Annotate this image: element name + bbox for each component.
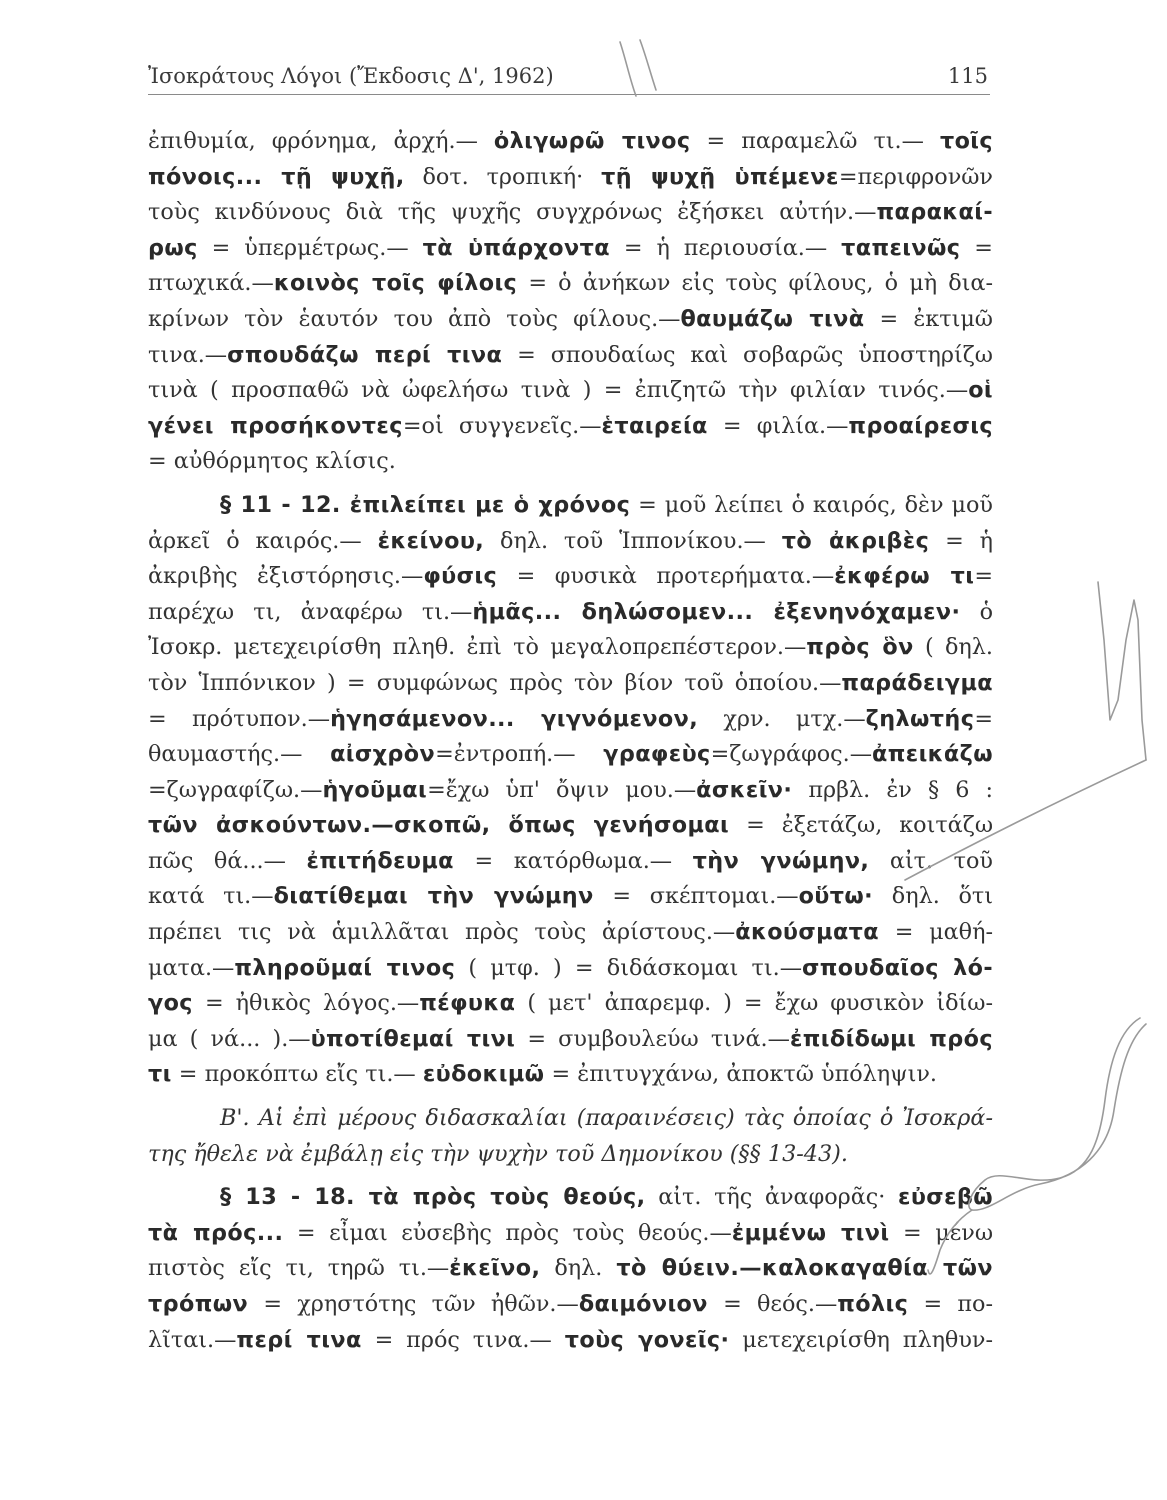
- gloss-text: =: [974, 705, 993, 732]
- gloss-text: ἀρκεῖ ὁ καιρός.—: [148, 527, 378, 554]
- gloss-text: = πρότυπον.—: [148, 705, 331, 732]
- bold-term: ἀπεικάζω: [872, 741, 993, 768]
- gloss-text: ἐπιθυμία, φρόνημα, ἀρχή.—: [148, 128, 494, 154]
- text-line: [148, 302, 993, 338]
- text-line: [148, 444, 993, 480]
- text-line: [148, 1180, 993, 1216]
- gloss-text: πῶς θά...—: [148, 847, 307, 874]
- gloss-text: μετεχειρίσθη πληθυν-: [729, 1326, 993, 1353]
- text-line: [148, 195, 993, 231]
- text-line: [148, 951, 993, 987]
- text-line: [148, 1137, 993, 1173]
- text-line: [148, 559, 993, 595]
- bold-term: φύσις: [423, 563, 498, 590]
- bold-term: πληροῦμαί τινος: [234, 954, 456, 981]
- bold-term: σπουδαῖος λό-: [802, 954, 993, 981]
- text-line: [148, 338, 993, 374]
- bold-term: εὐσεβῶ: [898, 1184, 994, 1211]
- bold-term: τοὺς γονεῖς·: [564, 1326, 730, 1353]
- bold-term: ἐκεῖνο,: [449, 1255, 541, 1282]
- bold-term: ζηλωτής: [865, 705, 975, 732]
- gloss-text: τινὰ ( προσπαθῶ νὰ ὠφελήσω τινὰ ) = ἐπιζητῶ τὴν φιλίαν τινός.—: [148, 377, 969, 404]
- text-line: [148, 160, 993, 196]
- bold-term: τὸ ἀκριβὲς: [781, 527, 930, 554]
- pencil-hook-stroke: [1098, 582, 1146, 760]
- gloss-text: = προκόπτω εἴς τι.—: [171, 1061, 423, 1088]
- text-line: [148, 879, 993, 915]
- gloss-text: = εἶμαι εὐσεβὴς πρὸς τοὺς θεούς.—: [283, 1219, 732, 1246]
- gloss-text: =ἔχω ὑπ' ὄψιν μου.—: [427, 776, 697, 803]
- gloss-text: τοὺς κινδύνους διὰ τῆς ψυχῆς συγχρόνως ἐξήσκει αὐτήν.—: [148, 199, 877, 226]
- gloss-text: κατά τι.—: [148, 883, 274, 910]
- gloss-text: =ζωγραφίζω.—: [148, 776, 323, 803]
- gloss-text: = συμβουλεύω τινά.—: [515, 1025, 790, 1052]
- bold-term: δαιμόνιον: [578, 1291, 708, 1317]
- bold-term: πόλις: [837, 1291, 909, 1317]
- gloss-text: ( δηλ.: [913, 634, 993, 661]
- gloss-text: = μοῦ λείπει ὁ καιρός, δὲν μοῦ: [630, 491, 993, 518]
- bold-term: τι: [148, 1061, 172, 1088]
- gloss-text: ( μτφ. ) = διδάσκομαι τι.—: [455, 954, 802, 981]
- gloss-text: = μαθή-: [879, 919, 993, 946]
- gloss-text: αἰτ. τῆς ἀναφορᾶς·: [645, 1184, 899, 1211]
- gloss-text: κρίνων τὸν ἑαυτόν του ἀπὸ τοὺς φίλους.—: [148, 305, 681, 332]
- bold-term: τῶν ἀσκούντων.—σκοπῶ, ὅπως γενήσομαι: [148, 812, 730, 839]
- bold-term: εὐδοκιμῶ: [422, 1061, 545, 1088]
- bold-term: τὸ θύειν.—καλοκαγαθία τῶν: [616, 1255, 993, 1282]
- gloss-text: δηλ. τοῦ Ἱππονίκου.—: [484, 527, 782, 554]
- bold-term: τὰ ὑπάρχοντα: [422, 234, 610, 261]
- gloss-text: μα ( νά... ).—: [148, 1025, 311, 1052]
- gloss-text: =οἱ συγγενεῖς.—: [402, 412, 602, 439]
- gloss-text: = κατόρθωμα.—: [453, 847, 693, 874]
- gloss-text: παρέχω τι, ἀναφέρω τι.—: [148, 598, 473, 625]
- gloss-text: Ἰσοκρ. μετεχειρίσθη πληθ. ἐπὶ τὸ μεγαλοπρεπέστερον.—: [148, 634, 807, 661]
- text-line: [148, 1216, 993, 1252]
- bold-term: παρακαί-: [876, 199, 993, 226]
- bold-term: διατίθεμαι τὴν γνώμην: [273, 883, 594, 910]
- bold-term: κοινὸς τοῖς φίλοις: [273, 270, 518, 297]
- bold-term: σπουδάζω περί τινα: [227, 341, 503, 368]
- bold-term: ἡμᾶς... δηλώσομεν... ἐξενηνόχαμεν·: [472, 598, 961, 625]
- text-line: [148, 702, 993, 738]
- gloss-text: = ὑπερμέτρως.—: [197, 234, 423, 261]
- text-line: [148, 986, 993, 1022]
- gloss-text: Β'. Αἱ ἐπὶ μέρους διδασκαλίαι (παραινέσεις) τὰς ὁποίας ὁ Ἰσοκρά-: [220, 1105, 993, 1132]
- gloss-text: = ἡ: [929, 527, 993, 554]
- bold-term: ὑποτίθεμαί τινι: [310, 1025, 516, 1052]
- text-line: [148, 488, 993, 524]
- gloss-text: =ζωγράφος.—: [710, 741, 873, 768]
- gloss-text: = παραμελῶ τι.—: [690, 128, 940, 154]
- gloss-text: δηλ. ὅτι: [873, 883, 994, 910]
- gloss-text: ὁ: [960, 598, 994, 625]
- gloss-text: =: [974, 563, 993, 590]
- text-line: [148, 1251, 993, 1287]
- running-header: [148, 60, 990, 95]
- text-line: [148, 915, 993, 951]
- bold-term: περί τινα: [236, 1326, 362, 1353]
- bold-term: ὀλιγωρῶ τινος: [493, 128, 691, 154]
- text-line: [148, 666, 993, 702]
- bold-term: ἑταιρεία: [601, 412, 708, 439]
- bold-term: τοῖς: [939, 128, 993, 154]
- bold-term: τῇ ψυχῇ ὑπέμενε: [601, 163, 839, 190]
- gloss-text: =: [960, 234, 993, 261]
- text-line: [148, 1323, 993, 1359]
- bold-term: § 11 - 12. ἐπιλείπει με ὁ χρόνος: [220, 491, 631, 518]
- bold-term: ἡγοῦμαι: [322, 776, 428, 803]
- bold-term: τρόπων: [148, 1291, 249, 1317]
- bold-term: παράδειγμα: [841, 669, 993, 696]
- bold-term: ἐμμένω τινὶ: [731, 1219, 890, 1246]
- gloss-text: πρβλ. ἐν § 6 :: [792, 776, 993, 803]
- bold-term: θαυμάζω τινὰ: [680, 305, 865, 332]
- gloss-text: πρέπει τις νὰ ἁμιλλᾶται πρὸς τοὺς ἀρίστους.—: [148, 919, 736, 946]
- bold-term: τὰ πρός...: [148, 1219, 284, 1246]
- gloss-text: = χρηστότης τῶν ἠθῶν.—: [248, 1291, 579, 1317]
- gloss-text: = μένω: [889, 1219, 993, 1246]
- bold-term: ἐκείνου,: [377, 527, 485, 554]
- gloss-text: = φυσικὰ προτερήματα.—: [497, 563, 835, 590]
- text-line: [148, 1022, 993, 1058]
- gloss-text: = φιλία.—: [707, 412, 849, 439]
- text-line: [148, 373, 993, 409]
- text-line: [148, 844, 993, 880]
- gloss-text: χρν. μτχ.—: [698, 705, 866, 732]
- gloss-text: = πρός τινα.—: [361, 1326, 565, 1353]
- gloss-text: αἰτ. τοῦ: [869, 847, 993, 874]
- bold-term: ἐπιτήδευμα: [306, 847, 454, 874]
- bold-term: πέφυκα: [419, 990, 516, 1017]
- gloss-text: = ὁ ἀνήκων εἰς τοὺς φίλους, ὁ μὴ δια-: [517, 270, 993, 297]
- text-line: [148, 808, 993, 844]
- bold-term: ἐπιδίδωμι πρός: [789, 1025, 994, 1052]
- gloss-text: =ἐντροπή.—: [435, 741, 604, 768]
- gloss-text: = σπουδαίως καὶ σοβαρῶς ὑποστηρίζω: [502, 341, 993, 368]
- bold-term: § 13 - 18. τὰ πρὸς τοὺς θεούς,: [220, 1184, 646, 1211]
- bold-term: γένει προσήκοντες: [148, 412, 403, 439]
- gloss-text: = θεός.—: [707, 1291, 838, 1317]
- text-line: [148, 231, 993, 267]
- bold-term: ρως: [148, 234, 198, 261]
- gloss-text: δοτ. τροπική·: [404, 163, 602, 190]
- running-title: Ἰσοκράτους Λόγοι (Ἔκδοσις Δ', 1962): [148, 64, 554, 88]
- text-line: [148, 1057, 993, 1093]
- bold-term: γος: [148, 990, 193, 1017]
- gloss-text: λῖται.—: [148, 1326, 237, 1353]
- text-line: [148, 409, 993, 445]
- page-number: 115: [947, 64, 988, 88]
- page-body-text: [148, 124, 993, 1358]
- bold-term: οἱ: [968, 377, 993, 404]
- text-line: [148, 1287, 993, 1323]
- gloss-text: = αὐθόρμητος κλίσις.: [148, 448, 396, 475]
- text-line: [148, 737, 993, 773]
- text-line: [148, 773, 993, 809]
- gloss-text: = ἐπιτυγχάνω, ἀποκτῶ ὑπόληψιν.: [544, 1061, 938, 1088]
- gloss-text: της ἤθελε νὰ ἐμβάλῃ εἰς τὴν ψυχὴν τοῦ Δημονίκου (§§ 13-43).: [148, 1140, 848, 1167]
- pencil-serpent-curve: [969, 1018, 1146, 1210]
- text-line: [148, 524, 993, 560]
- text-line: [148, 124, 993, 160]
- bold-term: πόνοις... τῇ ψυχῇ,: [148, 163, 405, 190]
- gloss-text: ( μετ' ἀπαρεμφ. ) = ἔχω φυσικὸν ἰδίω-: [515, 990, 993, 1017]
- gloss-text: δηλ.: [540, 1255, 617, 1282]
- gloss-text: = ἡ περιουσία.—: [609, 234, 842, 261]
- bold-term: ἀσκεῖν·: [696, 776, 793, 803]
- text-line: [148, 266, 993, 302]
- gloss-text: =περιφρονῶν: [838, 163, 993, 190]
- gloss-text: τινα.—: [148, 341, 228, 368]
- gloss-text: θαυμαστής.—: [148, 741, 331, 768]
- gloss-text: = πο-: [908, 1291, 993, 1317]
- bold-term: προαίρεσις: [848, 412, 993, 439]
- gloss-text: ἀκριβὴς ἐξιστόρησις.—: [148, 563, 424, 590]
- bold-term: πρὸς ὃν: [806, 634, 914, 661]
- gloss-text: πιστὸς εἴς τι, τηρῶ τι.—: [148, 1255, 450, 1282]
- bold-term: αἰσχρὸν: [330, 741, 436, 768]
- text-line: [148, 1101, 993, 1137]
- gloss-text: = ἠθικὸς λόγος.—: [192, 990, 420, 1017]
- gloss-text: ματα.—: [148, 954, 235, 981]
- bold-term: οὕτω·: [798, 883, 874, 910]
- gloss-text: = ἐκτιμῶ: [864, 305, 993, 332]
- bold-term: ταπεινῶς: [841, 234, 961, 261]
- gloss-text: πτωχικά.—: [148, 270, 274, 297]
- bold-term: ἐκφέρω τι: [834, 563, 975, 590]
- gloss-text: = ἐξετάζω, κοιτάζω: [729, 812, 994, 839]
- bold-term: τὴν γνώμην,: [692, 847, 870, 874]
- bold-term: ἀκούσματα: [735, 919, 880, 946]
- text-line: [148, 630, 993, 666]
- bold-term: ἡγησάμενον... γιγνόμενον,: [330, 705, 699, 732]
- gloss-text: = σκέπτομαι.—: [593, 883, 799, 910]
- gloss-text: τὸν Ἱππόνικον ) = συμφώνως πρὸς τὸν βίον τοῦ ὁποίου.—: [148, 669, 842, 696]
- bold-term: γραφεὺς: [603, 741, 711, 768]
- text-line: [148, 595, 993, 631]
